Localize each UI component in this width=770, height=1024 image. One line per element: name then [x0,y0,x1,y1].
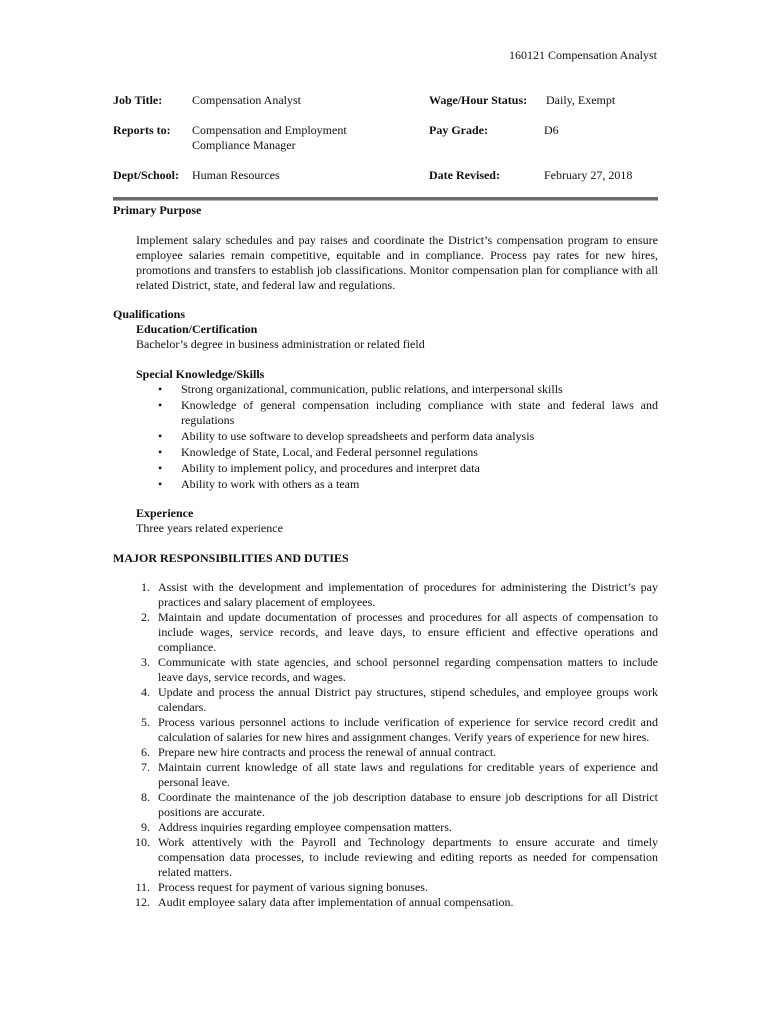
duty-text: Work attentively with the Payroll and Technology departments to ensure accurate and timely compensation data processes, to include reviewing and editing reports as needed for compensation related matters. [158,835,658,879]
duty-number: 1. [141,580,150,594]
list-item [136,820,658,835]
bullet-icon: • [158,382,163,396]
list-item [136,895,658,910]
duty-text: Prepare new hire contracts and process the renewal of annual contract. [158,745,497,759]
list-item [136,461,658,476]
duty-text: Communicate with state agencies, and school personnel regarding compensation matters to include leave days, service records, and wages. [158,655,658,684]
bullet-icon: • [158,398,163,412]
duty-text: Process request for payment of various signing bonuses. [158,880,428,894]
duty-number: 3. [141,655,150,669]
list-item [136,477,658,492]
duties-heading: MAJOR RESPONSIBILITIES AND DUTIES [113,551,349,565]
list-item [136,745,658,760]
reports-to-label: Reports to: [113,123,171,137]
dept-value: Human Resources [192,168,280,182]
duty-number: 5. [141,715,150,729]
duty-number: 9. [141,820,150,834]
skill-text: Ability to use software to develop spreadsheets and perform data analysis [181,429,535,443]
primary-purpose-heading: Primary Purpose [113,203,202,217]
skill-text: Ability to implement policy, and procedures and interpret data [181,461,480,475]
skills-list [136,382,658,492]
skill-text: Knowledge of State, Local, and Federal personnel regulations [181,445,478,459]
experience-heading: Experience [136,506,194,520]
skill-text: Knowledge of general compensation including compliance with state and federal laws and regulations [181,398,658,427]
education-text: Bachelor’s degree in business administration or related field [136,337,425,351]
list-item [136,610,658,655]
list-item [136,715,658,745]
qualifications-heading: Qualifications [113,307,186,321]
duty-text: Audit employee salary data after implementation of annual compensation. [158,895,514,909]
duty-number: 8. [141,790,150,804]
duty-text: Coordinate the maintenance of the job description database to ensure job descriptions for all District positions are accurate. [158,790,658,819]
reports-to-value-line1: Compensation and Employment [192,123,347,137]
wage-status-label: Wage/Hour Status: [429,93,528,107]
list-item [136,580,658,610]
duty-text: Update and process the annual District pay structures, stipend schedules, and employee groups work calendars. [158,685,658,714]
bullet-icon: • [158,477,163,491]
primary-purpose-text: Implement salary schedules and pay raises and coordinate the District’s compensation program to ensure employee salaries remain competitive, equitable and in compliance. Process pay rates for new hires, promotions and transfers to establish job classifications. Monitor compensation plan for compliance with all related District, state, and federal law and regulations. [136,233,658,292]
list-item [136,835,658,880]
skill-text: Strong organizational, communication, public relations, and interpersonal skills [181,382,563,396]
pay-grade-label: Pay Grade: [429,123,488,137]
experience-text: Three years related experience [136,521,283,535]
list-item [136,429,658,444]
skill-text: Ability to work with others as a team [181,477,360,491]
education-heading: Education/Certification [136,322,258,336]
pay-grade-value: D6 [544,123,559,137]
duty-number: 10. [135,835,150,849]
duty-number: 7. [141,760,150,774]
bullet-icon: • [158,429,163,443]
duties-list [136,580,658,910]
job-title-value: Compensation Analyst [192,93,301,107]
duty-number: 6. [141,745,150,759]
wage-status-value: Daily, Exempt [546,93,616,107]
document-code: 160121 Compensation Analyst [509,48,657,62]
duty-text: Maintain current knowledge of all state laws and regulations for creditable years of experience and personal leave. [158,760,658,789]
duty-text: Address inquiries regarding employee compensation matters. [158,820,452,834]
duty-number: 12. [135,895,150,909]
duty-text: Assist with the development and implementation of procedures for administering the District’s pay practices and salary placement of employees. [158,580,658,609]
bullet-icon: • [158,445,163,459]
date-revised-label: Date Revised: [429,168,500,182]
list-item [136,685,658,715]
list-item [136,760,658,790]
duty-text: Maintain and update documentation of processes and procedures for all aspects of compensation to include wages, service records, and leave days, to ensure efficient and effective operations and compliance. [158,610,658,654]
duty-number: 11. [135,880,150,894]
list-item [136,382,658,397]
list-item [136,398,658,428]
dept-label: Dept/School: [113,168,179,182]
list-item [136,790,658,820]
header-divider [113,197,658,201]
reports-to-value-line2: Compliance Manager [192,138,296,152]
job-title-label: Job Title: [113,93,163,107]
date-revised-value: February 27, 2018 [544,168,633,182]
duty-number: 2. [141,610,150,624]
skills-heading: Special Knowledge/Skills [136,367,265,381]
duty-number: 4. [141,685,150,699]
list-item [136,655,658,685]
duty-text: Process various personnel actions to include verification of experience for service record credit and calculation of salaries for new hires and assignment changes. Verify years of experience for new hires. [158,715,658,744]
bullet-icon: • [158,461,163,475]
list-item [136,445,658,460]
list-item [136,880,658,895]
